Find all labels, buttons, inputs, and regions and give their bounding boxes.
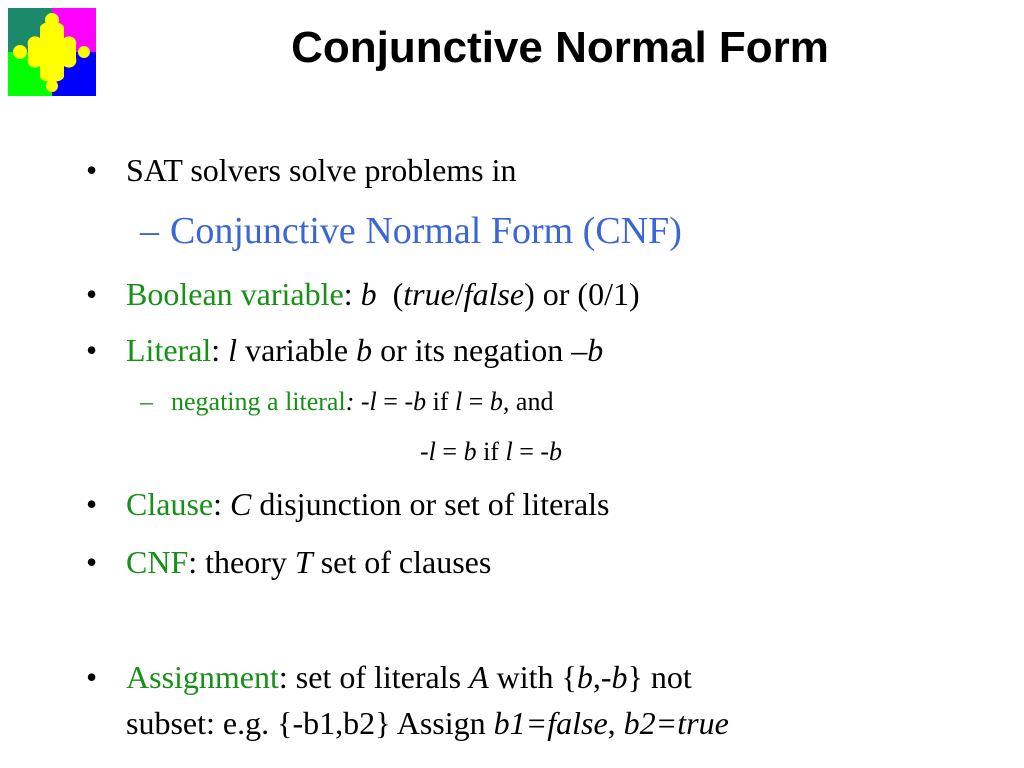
comma: , — [607, 705, 616, 741]
var-b: b — [360, 276, 377, 312]
bullet-dot: • — [86, 152, 98, 188]
slash: / — [454, 276, 464, 312]
sub-cnf-text: Conjunctive Normal Form (CNF) — [170, 210, 682, 252]
false-word: false — [463, 276, 525, 312]
var-l: l — [228, 332, 238, 368]
bullet-boolean — [126, 274, 640, 314]
expr: b — [463, 437, 477, 466]
cnf-pre: theory — [205, 544, 287, 580]
bullet-dot: • — [86, 544, 98, 580]
var-b: b — [356, 332, 373, 368]
bullet-cnf — [126, 542, 491, 582]
sub-cnf — [170, 208, 682, 254]
bullet-literal — [126, 330, 603, 370]
bullet-assignment — [126, 657, 692, 697]
puzzle-icon — [8, 8, 96, 96]
term-assignment: Assignment — [126, 659, 279, 695]
eq: = — [442, 437, 458, 466]
expr: -b — [404, 387, 427, 416]
assign-mid: with { — [496, 659, 577, 695]
var-b: b — [611, 659, 628, 695]
cnf-rest: set of clauses — [320, 544, 492, 580]
if-word: if — [483, 437, 499, 466]
var-b: b — [576, 659, 593, 695]
expr: b, — [489, 387, 510, 416]
var-a: A — [469, 659, 489, 695]
term-cnf: CNF — [126, 544, 189, 580]
sub-negating — [171, 386, 553, 418]
paren-open: ( — [392, 276, 404, 312]
b1-false: b1=false — [493, 705, 608, 741]
term-literal: Literal — [126, 332, 212, 368]
bullet-clause — [126, 484, 609, 524]
var-t: T — [294, 544, 313, 580]
bullet-sat-text: SAT solvers solve problems in — [126, 152, 517, 188]
colon: : — [345, 387, 355, 416]
eq: = — [383, 387, 398, 416]
term-negating: negating a literal — [171, 387, 346, 416]
var-c: C — [229, 486, 252, 522]
b2-true: b2=true — [623, 705, 729, 741]
assign-end: } not — [627, 659, 692, 695]
true-word: true — [403, 276, 455, 312]
sub-negating-2 — [420, 436, 562, 468]
bullet-dot: • — [86, 276, 98, 312]
bullet-dot: • — [86, 332, 98, 368]
slide-title: Conjunctive Normal Form — [291, 23, 829, 72]
sub-dash: – — [140, 387, 153, 416]
colon: : — [343, 276, 353, 312]
literal-mid: variable — [245, 332, 349, 368]
clause-rest: disjunction or set of literals — [259, 486, 610, 522]
colon: : — [188, 544, 198, 580]
expr: -l — [360, 387, 377, 416]
colon: : — [278, 659, 288, 695]
bullet-dot: • — [86, 659, 98, 695]
neg-b: –b — [571, 332, 604, 368]
term-boolean-variable: Boolean variable — [126, 276, 344, 312]
eq: = — [519, 437, 534, 466]
and-word: and — [515, 387, 554, 416]
expr: -b — [540, 437, 563, 466]
literal-rest: or its negation — [380, 332, 564, 368]
expr: l — [505, 437, 513, 466]
bullet-dot: • — [86, 486, 98, 522]
eq: = — [468, 387, 484, 416]
expr: l — [455, 387, 463, 416]
paren-close-rest: ) or (0/1) — [524, 276, 640, 312]
sub-dash: – — [140, 210, 159, 252]
assign-pre: set of literals — [295, 659, 462, 695]
term-clause: Clause — [126, 486, 214, 522]
comma-neg: ,- — [592, 659, 612, 695]
colon: : — [211, 332, 221, 368]
assign2-pre: subset: e.g. {-b1,b2} Assign — [126, 705, 486, 741]
expr: -l — [420, 437, 436, 466]
if-word: if — [432, 387, 449, 416]
bullet-sat — [126, 150, 517, 190]
colon: : — [213, 486, 222, 522]
bullet-assignment-cont — [126, 703, 729, 743]
